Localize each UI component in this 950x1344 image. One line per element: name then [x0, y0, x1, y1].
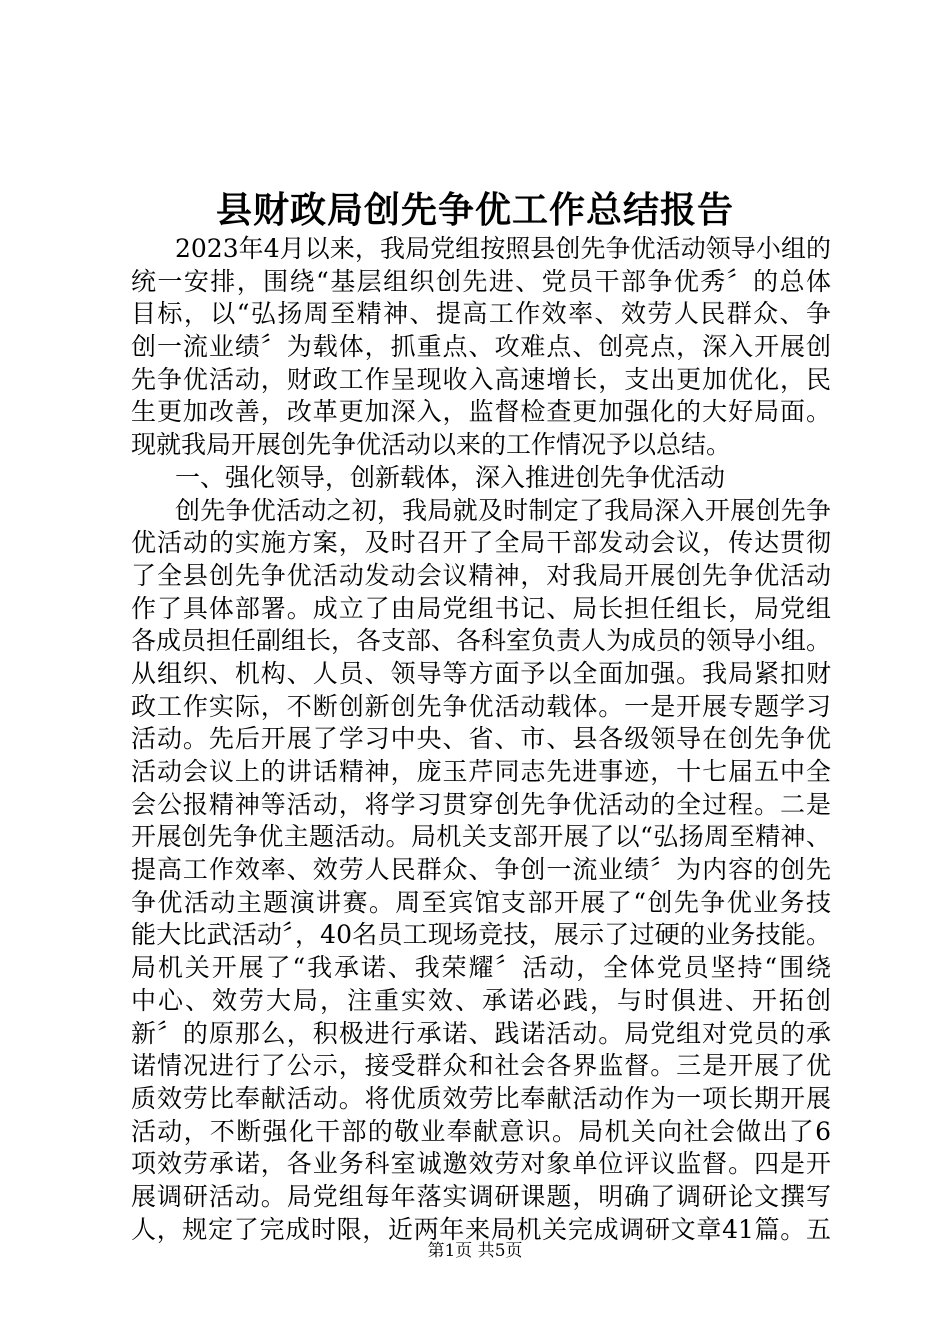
paragraph-line: 提高工作效率、效劳人民群众、争创一流业绩〞为内容的创先: [131, 855, 831, 885]
paragraph-line: 人，规定了完成时限，近两年来局机关完成调研文章41篇。五: [131, 1214, 831, 1244]
paragraph-line: 2023年4月以来，我局党组按照县创先争优活动领导小组的: [175, 234, 831, 263]
section-heading: 一、强化领导，创新载体，深入推进创先争优活动: [175, 462, 726, 492]
paragraph-line: 创先争优活动之初，我局就及时制定了我局深入开展创先争: [175, 495, 831, 525]
paragraph-line: 先争优活动，财政工作呈现收入高速增长，支出更加优化，民: [131, 364, 831, 394]
paragraph-line: 活动会议上的讲话精神，庞玉芹同志先进事迹，十七届五中全: [131, 757, 831, 786]
paragraph-line: 项效劳承诺，各业务科室诚邀效劳对象单位评议监督。四是开: [131, 1149, 831, 1179]
paragraph-line: 展调研活动。局党组每年落实调研课题，明确了调研论文撰写: [131, 1181, 831, 1211]
paragraph-line: 了全县创先争优活动发动会议精神，对我局开展创先争优活动: [131, 560, 831, 590]
paragraph-line: 质效劳比奉献活动。将优质效劳比奉献活动作为一项长期开展: [131, 1083, 831, 1113]
document-body: [131, 233, 831, 1246]
paragraph-line: 统一安排，围绕“基层组织创先进、党员干部争优秀〞的总体: [131, 266, 831, 296]
paragraph-line: 活动，不断强化干部的敬业奉献意识。局机关向社会做出了6: [131, 1116, 831, 1146]
paragraph-line: 开展创先争优主题活动。局机关支部开展了以“弘扬周至精神、: [131, 822, 831, 852]
paragraph-line: 优活动的实施方案，及时召开了全局干部发动会议，传达贯彻: [131, 528, 831, 558]
paragraph-line: 从组织、机构、人员、领导等方面予以全面加强。我局紧扣财: [131, 658, 831, 688]
document-title: 县财政局创先争优工作总结报告: [215, 189, 734, 231]
paragraph-line: 作了具体部署。成立了由局党组书记、局长担任组长，局党组: [131, 593, 831, 623]
paragraph-line: 争优活动主题演讲赛。周至宾馆支部开展了“创先争优业务技: [131, 887, 831, 917]
paragraph-line: 局机关开展了“我承诺、我荣耀〞活动，全体党员坚持“围绕: [131, 953, 831, 983]
paragraph-line: 新〞的原那么，积极进行承诺、践诺活动。局党组对党员的承: [131, 1018, 831, 1048]
paragraph-line: 政工作实际，不断创新创先争优活动载体。一是开展专题学习: [131, 691, 831, 721]
paragraph-line: 目标，以“弘扬周至精神、提高工作效率、效劳人民群众、争: [131, 299, 831, 329]
page-number: 第1页 共5页: [427, 1241, 523, 1261]
paragraph-line: 能大比武活动〞，40名员工现场竞技，展示了过硬的业务技能。: [131, 920, 831, 950]
paragraph-line: 各成员担任副组长，各支部、各科室负责人为成员的领导小组。: [131, 626, 832, 656]
paragraph-line: 诺情况进行了公示，接受群众和社会各界监督。三是开展了优: [131, 1051, 831, 1081]
paragraph-line: 生更加改善，改革更加深入，监督检查更加强化的大好局面。: [131, 397, 831, 427]
paragraph-line: 会公报精神等活动，将学习贯穿创先争优活动的全过程。二是: [131, 789, 831, 819]
paragraph-line: 活动。先后开展了学习中央、省、市、县各级领导在创先争优: [131, 724, 831, 754]
paragraph-line: 现就我局开展创先争优活动以来的工作情况予以总结。: [131, 430, 732, 460]
paragraph-line: 中心、效劳大局，注重实效、承诺必践，与时俱进、开拓创: [131, 985, 831, 1015]
paragraph-line: 创一流业绩〞为载体，抓重点、攻难点、创亮点，深入开展创: [131, 332, 831, 362]
